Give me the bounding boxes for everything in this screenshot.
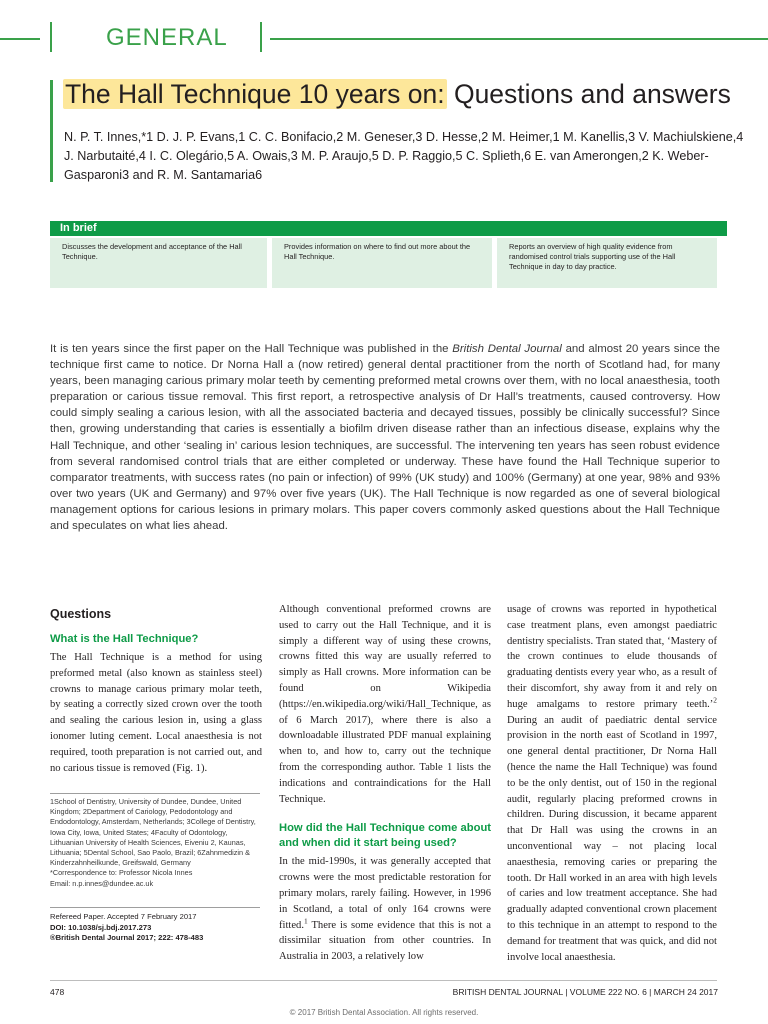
section-label: GENERAL [106,24,228,51]
citation: ®British Dental Journal 2017; 222: 478-483 [50,933,204,942]
in-brief-item: Provides information on where to find out more about the Hall Technique. [272,238,492,288]
header-rule-right [270,38,768,40]
subheading: How did the Hall Technique come about and when did it start being used? [279,822,491,850]
subheading: What is the Hall Technique? [50,633,199,645]
header-tick-left [50,22,52,52]
refereed-line: Refereed Paper. Accepted 7 February 2017 [50,912,197,921]
column-2 [279,602,491,965]
affiliations [50,797,260,889]
copyright: © 2017 British Dental Association. All rights reserved. [289,1008,479,1017]
page-number: 478 [50,987,65,997]
body-paragraph: Although conventional preformed crowns are used to carry out the Hall Technique, and it is simply a different way of using these crowns, crowns fitted this way are usually referred to simply as Hall crowns. More information can be found on Wikipedia (https://en.wikipedia.org/wiki/Hall_Technique, as of 6 March 2017), where there is also a downloadable illustrated PDF manual explaining when to, and how to, carry out the technique from the corresponding author. Table 1 lists the indications and contraindications for the Hall Technique. [279,604,491,805]
header-rule-left [0,38,40,40]
refereed-info [50,912,260,944]
title-highlight: The Hall Technique 10 years on: [65,79,445,109]
in-brief-item: Reports an overview of high quality evidence from randomised control trials supporting use of the Hall Technique in day to day practice. [497,238,717,288]
body-paragraph: In the mid-1990s, it was generally accepted that crowns were the most predictable restoration for primary molars, rarely failing. However, in 1996 in Scotland, a total of only 164 crowns were fitted.$^1$ There is some evidence that this is not a dissimilar situation from other countries. In Australia in 2003, a relatively low [279,856,491,963]
body-paragraph: usage of crowns was reported in hypothetical case treatment plans, even amongst paediatric dentistry specialists. Tran stated that, ‘Mastery of the crown continues to elude thousands of graduating dentists every year who, as a result of their discomfort, shy away from it and rely on huge amalgams to restore primary teeth.’$^2$ During an audit of paediatric dental service provision in the north east of Scotland in 1997, one general dental practitioner, Dr Norna Hall (hence the name the Hall Technique) was found to be the only dentist, out of 150 in the regional audit, regularly placing preformed crowns in children. During discussion, it became apparent that Dr Hall was using the crowns in an unconventional way – not placing local anaesthesia, removing caries or preparing the tooth. Dr Hall worked in an area with high levels of caries and low treatment acceptance. She had gradually adapted conventional crown placement to this technique in an attempt to respond to the demand for treatment that was quick, and did not involve local anaesthesia. [507,604,717,963]
in-brief-heading: In brief [50,221,727,236]
footer-rule [50,980,717,981]
affiliation-text: 1School of Dentistry, University of Dundee, Dundee, United Kingdom; 2Department of Cariology, Pedodontology and Endodontology, Amsterdam, Netherlands; 3College of Dentistry, Iowa City, Iowa, United States; 4Faculty of Odontology, Lithuanian University of Health Sciences, Eiveniu 2, Kaunas, Lithuania; 5Dental School, Sao Paolo, Brazil; 6Zahnmedizin & Kinderzahnheilkunde, Greifswald, Germany [50,797,256,868]
column-3 [507,602,717,965]
abstract [50,341,720,534]
journal-info: BRITISH DENTAL JOURNAL | VOLUME 222 NO. 6 | MARCH 24 2017 [452,987,718,997]
abstract-text: and almost 20 years since the technique first came to notice. Dr Norna Hall a (now retired) general dental practitioner from the north of Scotland had, for many years, been managing carious primary molar teeth by cementing preformed metal crowns over them, with no local anaesthesia, tooth preparation or carious tissue removal. This first report, a retrospective analysis of Dr Hall’s treatments, caused controversy. How could simply sealing a carious lesion, with all the associated bacteria and decayed tissues, possibly be clinically successful? Since then, growing understanding that caries is essentially a biofilm driven disease rather than an infectious disease, explains why the Hall Technique, and other ‘sealing in’ carious lesion techniques, are successful. The intervening ten years has seen robust evidence from several randomised control trials that are either completed or underway. These have found the Hall Technique superior to comparator treatments, with success rates (no pain or infection) of 99% (UK study) and 100% (Germany) at one year, 98% and 93% over two years (UK and Germany) and 97% over five years (UK). The Hall Technique is now regarded as one of several biological management options for carious lesions in primary molars. This paper covers commonly asked questions about the Hall Technique and speculates on what lies ahead. [50,343,721,533]
doi: DOI: 10.1038/sj.bdj.2017.273 [50,922,152,932]
in-brief-item: Discusses the development and acceptance of the Hall Technique. [50,238,267,288]
header-tick-right [260,22,262,52]
divider [50,793,260,794]
correspondence: *Correspondence to: Professor Nicola Innes [50,868,193,878]
article-title [63,79,731,110]
column-1 [50,632,262,776]
journal-name: British Dental Journal [452,343,562,355]
title-accent-bar [50,80,53,182]
body-paragraph: The Hall Technique is a method for using preformed metal (also known as stainless steel) crowns to manage carious primary molar teeth, by seating a correctly sized crown over the tooth and sealing the carious lesion in, using a glass ionomer luting cement. Local anaesthesia is not required, tooth preparation is not carried out, and no carious tissue is removed (Fig. 1). [50,652,262,774]
abstract-text: It is ten years since the first paper on the Hall Technique was published in the [50,343,453,355]
email: Email: n.p.innes@dundee.ac.uk [50,878,154,888]
author-list: N. P. T. Innes,*1 D. J. P. Evans,1 C. C. Bonifacio,2 M. Geneser,3 D. Hesse,2 M. Heimer,1 M. Kanellis,3 V. Machiulskiene,4 J. Narbutaité,4 I. C. Olegário,5 A. Owais,3 M. P. Araujo,5 D. P. Raggio,5 C. Splieth,6 E. van Amerongen,2 K. Weber-Gasparoni3 and R. M. Santamaria6 [64,130,744,182]
title-rest: Questions and answers [446,79,731,109]
section-heading: Questions [50,607,112,621]
divider [50,907,260,908]
